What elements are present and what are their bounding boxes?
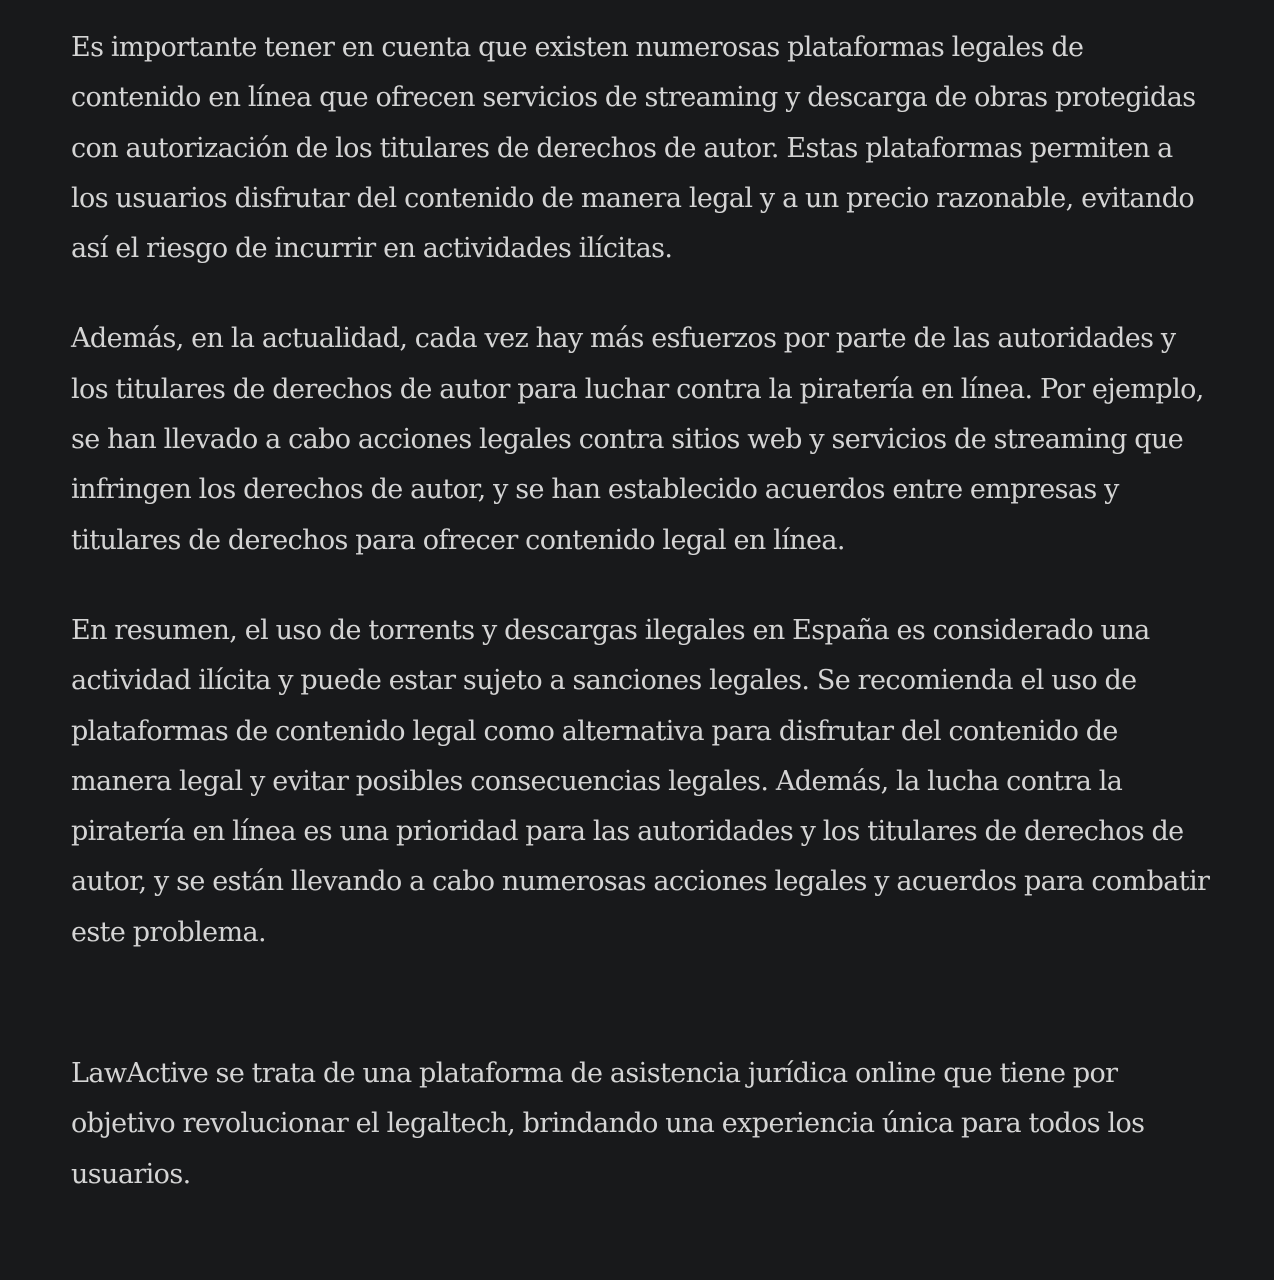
paragraph-anti-piracy-efforts: Además, en la actualidad, cada vez hay más esfuerzos por parte de las autoridades y los titulares de derechos de autor para luchar contra la piratería en línea. Por ejemplo, se han llevado a cabo acciones legales contra sitios web y servicios de streaming que infringen los derechos de autor, y se han establecido acuerdos entre empresas y titulares de derechos para ofrecer contenido legal en línea. <box>71 323 1204 556</box>
paragraph-lawactive-about: LawActive se trata de una plataforma de asistencia jurídica online que tiene por objetivo revolucionar el legaltech, brindando una experiencia única para todos los usuarios. <box>71 1058 1145 1190</box>
paragraph-spacer <box>71 274 1214 314</box>
paragraph-summary: En resumen, el uso de torrents y descargas ilegales en España es considerado una actividad ilícita y puede estar sujeto a sanciones legales. Se recomienda el uso de plataformas de contenido legal como alternativa para disfrutar del contenido de manera legal y evitar posibles consecuencias legales. Además, la lucha contra la piratería en línea es una prioridad para las autoridades y los titulares de derechos de autor, y se están llevando a cabo numerosas acciones legales y acuerdos para combatir este problema. <box>71 614 1210 948</box>
section-spacer <box>71 958 1214 1049</box>
paragraph-legal-platforms: Es importante tener en cuenta que existen numerosas plataformas legales de contenido en línea que ofrecen servicios de streaming y descarga de obras protegidas con autorización de los titulares de derechos de autor. Estas plataformas permiten a los usuarios disfrutar del contenido de manera legal y a un precio razonable, evitando así el riesgo de incurrir en actividades ilícitas. <box>71 32 1196 265</box>
article-body <box>71 23 1214 1200</box>
paragraph-spacer <box>71 566 1214 606</box>
